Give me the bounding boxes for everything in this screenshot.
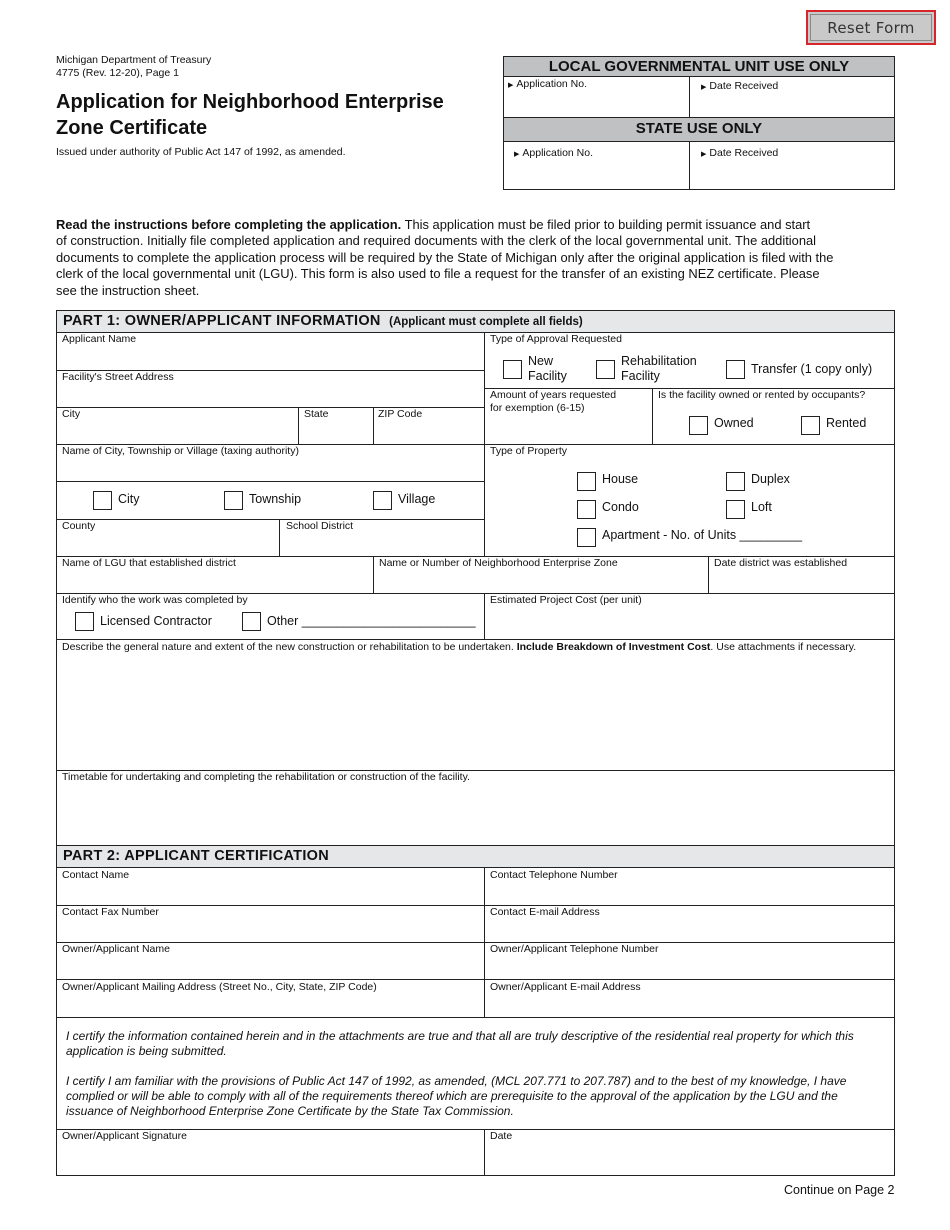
state-application-no-field[interactable] xyxy=(506,162,686,187)
school-district-label: School District xyxy=(286,520,354,532)
contact-name-label: Contact Name xyxy=(62,869,130,881)
owner-name-field[interactable] xyxy=(60,957,480,977)
property-duplex-checkbox[interactable] xyxy=(726,472,745,491)
years-requested-field[interactable] xyxy=(488,417,648,441)
taxing-township-checkbox[interactable] xyxy=(224,491,243,510)
arrow-right-icon: ▶ xyxy=(508,82,514,89)
owner-email-label: Owner/Applicant E-mail Address xyxy=(490,981,641,993)
project-cost-label: Estimated Project Cost (per unit) xyxy=(490,594,642,606)
approval-rehab-facility-label: Facility xyxy=(621,369,660,383)
property-apartment-label: Apartment - No. of Units _________ xyxy=(602,528,803,542)
describe-label: Describe the general nature and extent of the new construction or rehabilitation to be undertaken. Include Breakdown of Investment Cost. Use attachments if necessary. xyxy=(62,641,857,653)
owner-name-label: Owner/Applicant Name xyxy=(62,943,170,955)
rented-label: Rented xyxy=(826,416,867,430)
owner-address-label: Owner/Applicant Mailing Address (Street No., City, State, ZIP Code) xyxy=(62,981,377,993)
certification-1-line-2: application is being submitted. xyxy=(66,1044,227,1058)
form-title-line-2: Zone Certificate xyxy=(56,117,208,139)
owner-phone-label: Owner/Applicant Telephone Number xyxy=(490,943,659,955)
continue-note: Continue on Page 2 xyxy=(784,1183,895,1197)
lgu-name-field[interactable] xyxy=(60,571,370,591)
arrow-right-icon: ▶ xyxy=(514,151,520,158)
other-label: Other _________________________ xyxy=(267,614,476,628)
owned-checkbox[interactable] xyxy=(689,416,708,435)
certification-1-line-1: I certify the information contained herein and in the attachments are true and that all are truly descriptive of the residential real property for which this xyxy=(66,1029,854,1043)
lgu-date-received-field[interactable] xyxy=(692,94,892,114)
state-date-received-label: ▶ Date Received xyxy=(701,147,779,159)
property-loft-checkbox[interactable] xyxy=(726,500,745,519)
contact-email-field[interactable] xyxy=(488,920,891,940)
timetable-field[interactable] xyxy=(60,786,891,842)
department-name: Michigan Department of Treasury xyxy=(56,54,212,66)
arrow-right-icon: ▶ xyxy=(701,151,707,158)
owned-label: Owned xyxy=(714,416,754,430)
approval-rehab-label: Rehabilitation xyxy=(621,354,697,368)
zip-field[interactable] xyxy=(376,422,481,442)
signature-date-field[interactable] xyxy=(488,1145,891,1172)
type-of-approval-label: Type of Approval Requested xyxy=(490,333,622,345)
signature-field[interactable] xyxy=(60,1145,480,1172)
contact-fax-label: Contact Fax Number xyxy=(62,906,159,918)
rented-checkbox[interactable] xyxy=(801,416,820,435)
type-of-property-label: Type of Property xyxy=(490,445,568,457)
timetable-label: Timetable for undertaking and completing the rehabilitation or construction of the facility. xyxy=(62,771,470,783)
taxing-city-label: City xyxy=(118,492,140,506)
taxing-city-checkbox[interactable] xyxy=(93,491,112,510)
approval-new-facility-label: Facility xyxy=(528,369,567,383)
state-field[interactable] xyxy=(301,422,370,442)
property-duplex-label: Duplex xyxy=(751,472,790,486)
property-apartment-checkbox[interactable] xyxy=(577,528,596,547)
approval-transfer-label: Transfer (1 copy only) xyxy=(751,362,873,376)
owner-phone-field[interactable] xyxy=(488,957,891,977)
state-date-received-field[interactable] xyxy=(692,162,892,187)
state-label: State xyxy=(304,408,329,420)
approval-rehabilitation-checkbox[interactable] xyxy=(596,360,615,379)
applicant-name-field[interactable] xyxy=(60,347,480,369)
project-cost-field[interactable] xyxy=(488,609,891,636)
street-address-field[interactable] xyxy=(60,385,480,405)
signature-date-label: Date xyxy=(490,1130,513,1142)
licensed-contractor-label: Licensed Contractor xyxy=(100,614,212,628)
property-house-checkbox[interactable] xyxy=(577,472,596,491)
reset-form-button[interactable]: Reset Form xyxy=(806,10,936,45)
lgu-name-label: Name of LGU that established district xyxy=(62,557,236,569)
certification-2-line-2: complied or will be able to comply with all of the requirements thereof which are prerequisite to the approval of the application by the LGU and the xyxy=(66,1089,838,1103)
contact-phone-label: Contact Telephone Number xyxy=(490,869,618,881)
lgu-date-received-label: ▶ Date Received xyxy=(701,80,779,92)
nez-name-label: Name or Number of Neighborhood Enterprise Zone xyxy=(379,557,618,569)
contact-name-field[interactable] xyxy=(60,883,480,903)
approval-new-facility-checkbox[interactable] xyxy=(503,360,522,379)
form-title-line-1: Application for Neighborhood Enterprise xyxy=(56,91,444,113)
signature-label: Owner/Applicant Signature xyxy=(62,1130,187,1142)
applicant-name-label: Applicant Name xyxy=(62,333,137,345)
taxing-township-label: Township xyxy=(249,492,302,506)
form-number: 4775 (Rev. 12-20), Page 1 xyxy=(56,67,179,79)
work-by-label: Identify who the work was completed by xyxy=(62,594,248,606)
city-field[interactable] xyxy=(60,422,295,442)
owner-email-field[interactable] xyxy=(488,995,891,1015)
owner-address-field[interactable] xyxy=(60,995,480,1015)
part2-heading: PART 2: APPLICANT CERTIFICATION xyxy=(63,848,329,864)
taxing-authority-label: Name of City, Township or Village (taxing authority) xyxy=(62,445,299,457)
years-requested-label-1: Amount of years requested xyxy=(490,389,617,401)
property-loft-label: Loft xyxy=(751,500,772,514)
taxing-authority-field[interactable] xyxy=(60,459,480,479)
other-checkbox[interactable] xyxy=(242,612,261,631)
property-condo-label: Condo xyxy=(602,500,639,514)
contact-phone-field[interactable] xyxy=(488,883,891,903)
instructions-paragraph: Read the instructions before completing the application. This application must be filed prior to building permit issuance and start of construction. Initially file completed application and required documents with the clerk of the local governmental unit. The additional documents to complete the application process will be required by the State of Michigan only after the original application is filed with the clerk of the local governmental unit (LGU). This form is also used to file a request for the transfer of an existing NEZ certificate. Please see the instruction sheet. xyxy=(56,217,834,298)
property-house-label: House xyxy=(602,472,639,486)
arrow-right-icon: ▶ xyxy=(701,84,707,91)
licensed-contractor-checkbox[interactable] xyxy=(75,612,94,631)
state-use-only-heading: STATE USE ONLY xyxy=(504,118,894,141)
city-label: City xyxy=(62,408,81,420)
county-field[interactable] xyxy=(60,534,275,554)
years-requested-label-2: for exemption (6-15) xyxy=(490,402,585,414)
contact-email-label: Contact E-mail Address xyxy=(490,906,600,918)
describe-field[interactable] xyxy=(60,656,891,766)
street-address-label: Facility's Street Address xyxy=(62,371,174,383)
owned-or-rented-label: Is the facility owned or rented by occupants? xyxy=(658,389,866,401)
property-condo-checkbox[interactable] xyxy=(577,500,596,519)
contact-fax-field[interactable] xyxy=(60,920,480,940)
certification-2-line-1: I certify I am familiar with the provisions of Public Act 147 of 1992, as amended, (MCL 207.771 to 207.787) and to the best of my knowledge, I have xyxy=(66,1074,847,1088)
taxing-village-checkbox[interactable] xyxy=(373,491,392,510)
instructions-bold: Read the instructions before completing the application. xyxy=(56,217,402,232)
county-label: County xyxy=(62,520,96,532)
authority-note: Issued under authority of Public Act 147 of 1992, as amended. xyxy=(56,146,346,158)
approval-transfer-checkbox[interactable] xyxy=(726,360,745,379)
lgu-application-no-field[interactable] xyxy=(506,92,686,114)
lgu-use-only-heading: LOCAL GOVERNMENTAL UNIT USE ONLY xyxy=(504,57,894,76)
taxing-village-label: Village xyxy=(398,492,436,506)
date-established-label: Date district was established xyxy=(714,557,848,569)
certification-2-line-3: issuance of Neighborhood Enterprise Zone Certificate by the State Tax Commission. xyxy=(66,1104,514,1118)
school-district-field[interactable] xyxy=(282,534,481,554)
nez-name-field[interactable] xyxy=(376,571,705,591)
approval-new-label: New xyxy=(528,354,554,368)
state-application-no-label: ▶ Application No. xyxy=(514,147,594,159)
date-established-field[interactable] xyxy=(711,571,891,591)
lgu-application-no-label: ▶ Application No. xyxy=(508,78,588,90)
part1-heading: PART 1: OWNER/APPLICANT INFORMATION (Applicant must complete all fields) xyxy=(63,313,583,329)
zip-label: ZIP Code xyxy=(378,408,423,420)
